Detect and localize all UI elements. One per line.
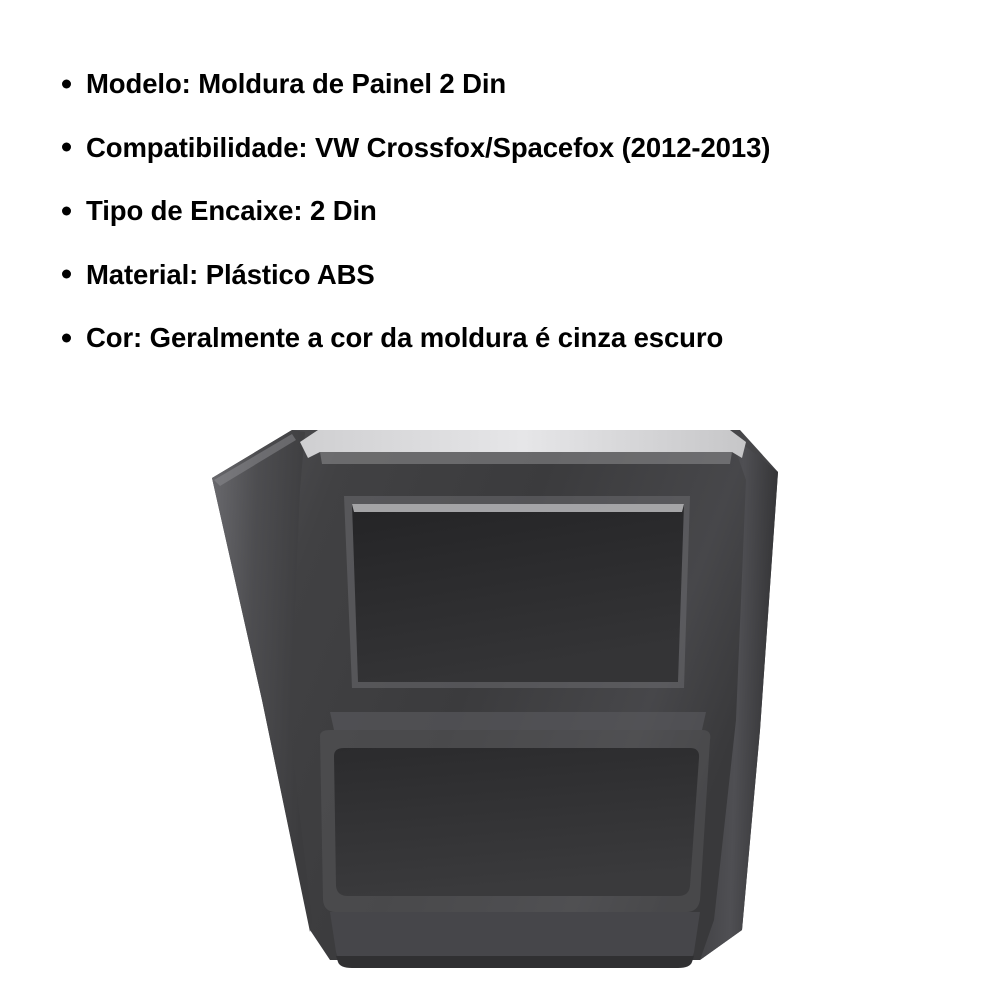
frame-lip-shadow <box>320 452 732 464</box>
spec-text: Tipo de Encaixe: 2 Din <box>86 195 377 226</box>
din-opening <box>352 504 684 682</box>
list-item <box>0 324 1000 352</box>
bullet-icon <box>62 333 71 342</box>
list-item <box>0 131 1000 163</box>
frame-bottom-shadow <box>336 956 694 968</box>
bullet-icon <box>62 79 71 88</box>
lower-opening <box>334 748 699 896</box>
din-opening-highlight <box>352 504 684 512</box>
spec-text: Material: Plástico ABS <box>86 258 375 290</box>
list-item <box>0 70 1000 98</box>
specification-list <box>0 0 1000 352</box>
center-divider <box>330 712 706 730</box>
product-illustration <box>0 400 1000 1000</box>
frame-bottom-face <box>330 912 700 962</box>
spec-text: Modelo: Moldura de Painel 2 Din <box>86 68 507 99</box>
bullet-icon <box>62 206 71 215</box>
product-photo <box>0 400 1000 1000</box>
spec-text: Compatibilidade: VW Crossfox/Spacefox (2012-2013) <box>86 131 771 163</box>
bullet-icon <box>62 143 71 152</box>
bullet-icon <box>62 270 71 279</box>
list-item <box>0 258 1000 290</box>
list-item <box>0 197 1000 225</box>
spec-text: Cor: Geralmente a cor da moldura é cinza escuro <box>86 322 724 353</box>
